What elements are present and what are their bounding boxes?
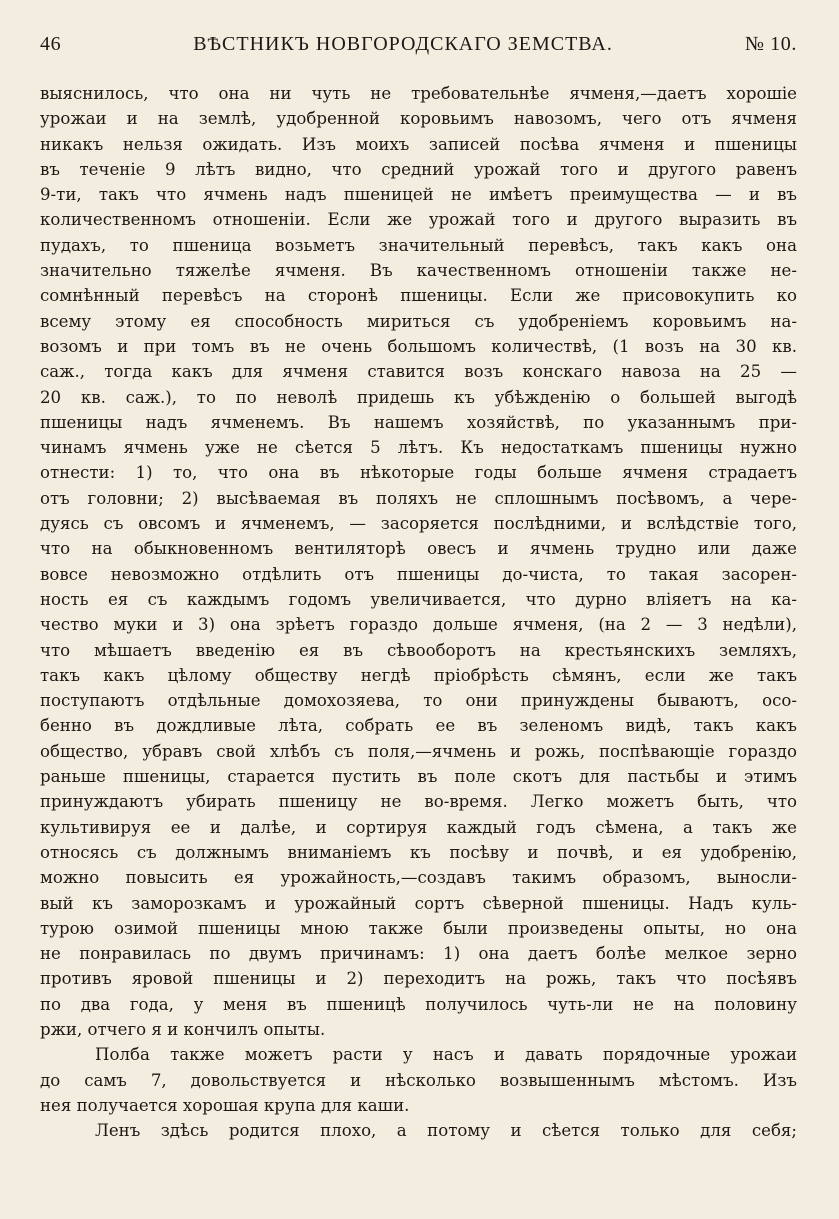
text-line: значительно тяжелѣе ячменя. Въ качественномъ отношенiи также не- xyxy=(40,261,797,281)
text-line: что на обыкновенномъ вентиляторѣ овесъ и ячмень трудно или даже xyxy=(40,539,797,559)
text-line: бенно въ дождливые лѣта, собрать ее въ зеленомъ видѣ, такъ какъ xyxy=(40,716,797,736)
text-line: относясь съ должнымъ вниманiемъ къ посѣву и почвѣ, и ея удобренiю, xyxy=(40,842,797,862)
text-line: по два года, у меня въ пшеницѣ получилось чуть-ли не на половину xyxy=(40,994,797,1014)
text-line: выяснилось, что она ни чуть не требовательнѣе ячменя,—даетъ хорошiе xyxy=(40,84,797,103)
text-line: въ теченiе 9 лѣтъ видно, что средний урожай того и другого равенъ xyxy=(40,159,797,179)
text-line: 9-ти, такъ что ячмень надъ пшеницей не имѣетъ преимущества — и въ xyxy=(40,185,797,205)
text-line: вый къ заморозкамъ и урожайный сортъ сѣверной пшеницы. Надъ куль- xyxy=(40,893,797,913)
text-line: Ленъ здѣсь родится плохо, а потому и сѣется только для себя; xyxy=(95,1121,797,1141)
text-line: вовсе невозможно отдѣлить отъ пшеницы до-чиста, то такая засорен- xyxy=(40,564,797,584)
text-line: до самъ 7, довольствуется и нѣсколько возвышеннымъ мѣстомъ. Изъ xyxy=(40,1070,797,1090)
page-number: 46 xyxy=(40,33,62,55)
text-line: не понравилась по двумъ причинамъ: 1) она даетъ болѣе мелкое зерно xyxy=(40,944,797,964)
text-line: ржи, отчего я и кончилъ опыты. xyxy=(40,1019,326,1039)
text-line: урожаи и на землѣ, удобренной коровьимъ навозомъ, чего отъ ячменя xyxy=(40,109,797,129)
text-line: общество, убравъ свой хлѣбъ съ поля,—ячмень и рожь, поспѣвающiе гораздо xyxy=(40,741,797,761)
running-header xyxy=(40,33,797,59)
text-line: поступаютъ отдѣльные домохозяева, то они принуждены бываютъ, осо- xyxy=(40,691,797,711)
text-line: противъ яровой пшеницы и 2) переходитъ на рожь, такъ что посѣявъ xyxy=(40,969,797,989)
text-line: принуждаютъ убирать пшеницу не во-время. Легко можетъ быть, что xyxy=(40,792,797,812)
text-line: пудахъ, то пшеница возьметъ значительный перевѣсъ, такъ какъ она xyxy=(40,235,797,255)
text-line: раньше пшеницы, старается пустить въ поле скотъ для пастьбы и этимъ xyxy=(40,767,797,787)
body-text xyxy=(40,81,797,1143)
text-line: Полба также можетъ расти у насъ и давать порядочные урожаи xyxy=(95,1045,797,1065)
text-line: такъ какъ цѣлому обществу негдѣ прiобрѣсть сѣмянъ, если же такъ xyxy=(40,665,797,685)
text-line: чинамъ ячмень уже не сѣется 5 лѣтъ. Къ недостаткамъ пшеницы нужно xyxy=(40,438,797,458)
text-line: нея получается хорошая крупа для каши. xyxy=(40,1095,410,1115)
text-line: 20 кв. саж.), то по неволѣ придешь къ убѣжденiю о большей выгодѣ xyxy=(40,387,797,407)
journal-title: ВѢСТНИКЪ НОВГОРОДСКАГО ЗЕМСТВА. xyxy=(193,33,613,55)
text-line: всему этому ея способность мириться съ удобренiемъ коровьимъ на- xyxy=(40,311,797,331)
text-line: отъ головни; 2) высѣваемая въ поляхъ не сплошнымъ посѣвомъ, а чере- xyxy=(40,488,797,508)
text-line: культивируя ее и далѣе, и сортируя каждый годъ сѣмена, а такъ же xyxy=(40,817,797,837)
text-line: никакъ нельзя ожидать. Изъ моихъ записей посѣва ячменя и пшеницы xyxy=(40,134,797,154)
text-line: турою озимой пшеницы мною также были произведены опыты, но она xyxy=(40,918,797,938)
text-line: возомъ и при томъ въ не очень большомъ количествѣ, (1 возъ на 30 кв. xyxy=(40,336,797,356)
text-line: отнести: 1) то, что она въ нѣкоторые годы больше ячменя страдаетъ xyxy=(40,463,797,483)
text-line: саж., тогда какъ для ячменя ставится возъ конскаго навоза на 25 — xyxy=(40,362,797,382)
text-line: сомнѣнный перевѣсъ на сторонѣ пшеницы. Если же присовокупить ко xyxy=(40,286,797,306)
text-line: пшеницы надъ ячменемъ. Въ нашемъ хозяйствѣ, по указаннымъ при- xyxy=(40,412,797,432)
text-line: дуясь съ овсомъ и ячменемъ, — засоряется послѣдними, и вслѣдствiе того, xyxy=(40,514,797,534)
text-line: можно повысить ея урожайность,—создавъ такимъ образомъ, выносли- xyxy=(40,868,797,888)
text-line: чество муки и 3) она зрѣетъ гораздо дольше ячменя, (на 2 — 3 недѣли), xyxy=(40,615,797,635)
text-line: что мѣшаетъ введенiю ея въ сѣвооборотъ на крестьянскихъ земляхъ, xyxy=(40,640,797,660)
text-line: количественномъ отношенiи. Если же урожай того и другого выразить въ xyxy=(40,210,797,230)
document-page xyxy=(40,33,797,1143)
issue-number: № 10. xyxy=(744,33,797,55)
text-line: ность ея съ каждымъ годомъ увеличивается, что дурно влiяетъ на ка- xyxy=(40,589,797,609)
